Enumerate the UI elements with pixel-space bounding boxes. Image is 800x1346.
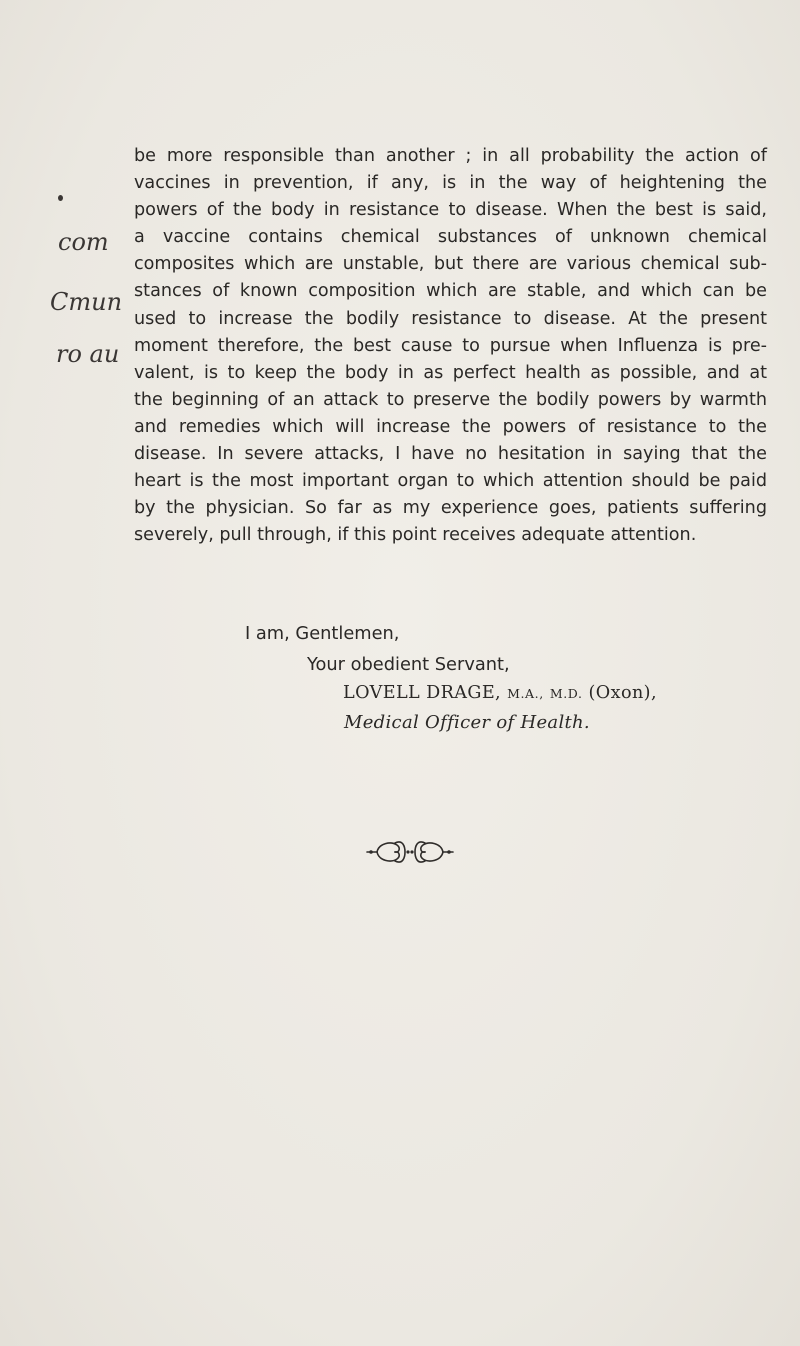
paragraph-line: disease. In severe attacks, I have no hesitation in saying that the [134, 444, 767, 465]
paragraph-line: valent, is to keep the body in as perfect health as possible, and at [134, 362, 767, 383]
paragraph-line: severely, pull through, if this point receives adequate attention. [134, 525, 697, 546]
signature-name: LOVELL DRAGE, [343, 683, 502, 703]
ornament-dot [447, 850, 451, 854]
paragraph-line: powers of the body in resistance to disease. When the best is said, [134, 200, 767, 221]
margin-handwriting-2: Cmun [50, 288, 123, 316]
signature-oxon: (Oxon), [588, 683, 657, 703]
paragraph-line: and remedies which will increase the powers of resistance to the [134, 416, 767, 437]
closing-valediction: Your obedient Servant, [307, 654, 510, 675]
paragraph-line: composites which are unstable, but there are various chemical sub- [134, 254, 767, 275]
ornament-dot [406, 850, 409, 853]
ornament-dot [369, 850, 373, 854]
closing-salutation: I am, Gentlemen, [245, 623, 400, 644]
paragraph-line: moment therefore, the best cause to pursue when Influenza is pre- [134, 335, 767, 356]
signature-title: Medical Officer of Health. [344, 712, 590, 733]
ornament-dot [410, 850, 413, 853]
paragraph-line: used to increase the bodily resistance to disease. At the present [134, 308, 767, 329]
signature-line [343, 683, 657, 703]
signature-degree-md: M.D. [549, 686, 583, 701]
margin-handwriting-3: ro au [56, 340, 120, 368]
signature-degree-ma: M.A., [507, 686, 544, 701]
paragraph-line: a vaccine contains chemical substances of unknown chemical [134, 227, 767, 248]
paragraph-line: heart is the most important organ to which attention should be paid [134, 471, 767, 492]
body-paragraph [134, 143, 767, 549]
paragraph-line: by the physician. So far as my experience goes, patients suffering [134, 498, 767, 519]
margin-mark [58, 195, 63, 201]
ornament-icon [365, 835, 455, 869]
margin-handwriting-1: com [58, 228, 109, 256]
paragraph-line: vaccines in prevention, if any, is in the way of heightening the [134, 173, 767, 194]
paragraph-line: be more responsible than another ; in all probability the action of [134, 146, 767, 166]
paragraph-line: the beginning of an attack to preserve the bodily powers by warmth [134, 389, 767, 410]
paragraph-line: stances of known composition which are stable, and which can be [134, 281, 767, 302]
